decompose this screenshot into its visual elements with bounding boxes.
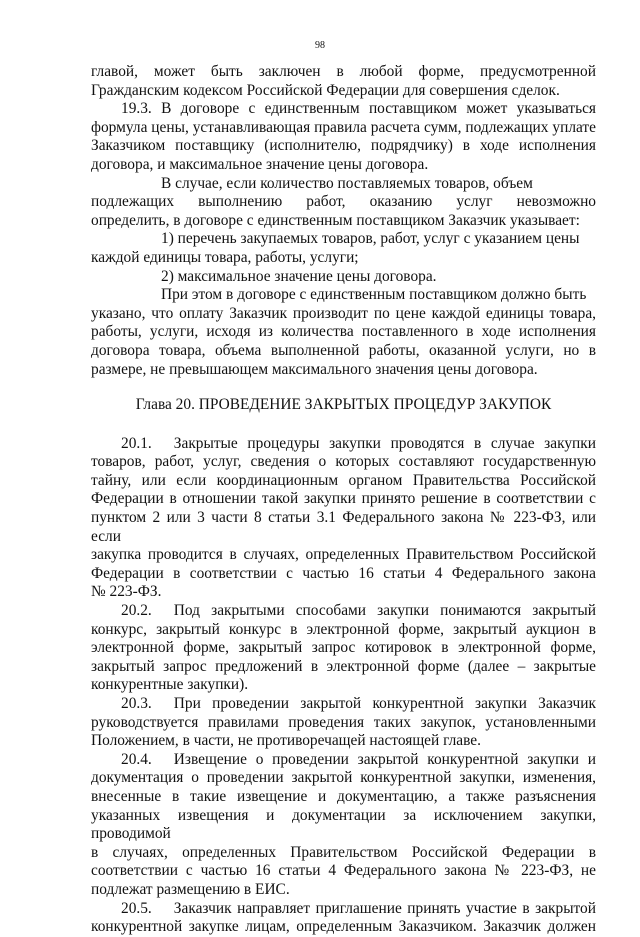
text-line: формула цены, устанавливающая правила расчета сумм, подлежащих уплате — [91, 118, 596, 136]
text-line: При этом в договоре с единственным поставщиком должно быть — [161, 286, 587, 304]
text-line: конкурентные закупки). — [91, 676, 249, 694]
section-20-3 — [91, 695, 596, 751]
text-line — [91, 435, 596, 454]
text-line: указано, что оплату Заказчик производит по цене каждой единицы товара, — [91, 304, 596, 322]
text-line: Федерации в отношении такой закупки принято решение в соответствии с — [91, 490, 596, 508]
section-number: 20.2. — [121, 602, 152, 620]
text-line: Гражданским кодексом Российской Федерации для совершения сделок. — [91, 81, 560, 99]
text-line: документация о проведении закрытой конкурентной закупки, изменения, — [91, 769, 596, 787]
text-line: 19.3. В договоре с единственным поставщиком может указываться — [121, 100, 596, 118]
text-line: В случае, если количество поставляемых товаров, объем — [161, 174, 533, 192]
text-line: определить, в договоре с единственным поставщиком Заказчик указывает: — [91, 211, 580, 229]
paragraph-19-3 — [91, 100, 596, 174]
text-line: подлежат размещению в ЕИС. — [91, 880, 290, 898]
text-line: Положением, в части, не противоречащей настоящей главе. — [91, 732, 481, 750]
text-line: закрытый запрос предложений в электронной форме (далее – закрытые — [91, 657, 596, 675]
text-line: Заказчиком поставщику (исполнителю, подрядчику) в ходе исполнения — [91, 137, 596, 155]
text-line — [91, 695, 596, 714]
text-line: пунктом 2 или 3 части 8 статьи 3.1 Федерального закона № 223-ФЗ, или если — [91, 509, 596, 545]
text-line: конкурс, закрытый конкурс в электронной форме, закрытый аукцион в — [91, 620, 596, 638]
section-20-2 — [91, 602, 596, 695]
text-line: № 223-ФЗ. — [91, 583, 162, 601]
section-20-1 — [91, 435, 596, 602]
text-line: главой, может быть заключен в любой форме, предусмотренной — [91, 63, 596, 80]
section-number: 20.1. — [121, 434, 152, 452]
text-line — [91, 900, 596, 919]
text-line: 2) максимальное значение цены договора. — [161, 267, 437, 285]
section-number: 20.3. — [121, 695, 152, 712]
page-body — [91, 63, 596, 937]
text-line: соответствии с частью 16 статьи 4 Федерального закона № 223-ФЗ, не — [91, 862, 596, 880]
text-line: товаров, работ, услуг, сведения о которых составляют государственную — [91, 453, 596, 471]
section-number: 20.4. — [121, 750, 152, 768]
section-text: При проведении закрытой конкурентной закупки Заказчик — [173, 695, 596, 712]
text-line: 1) перечень закупаемых товаров, работ, услуг с указанием цены — [161, 230, 580, 248]
page-number: 98 — [315, 40, 325, 51]
text-line — [91, 602, 596, 621]
text-line — [91, 751, 596, 770]
text-line: закупка проводится в случаях, определенных Правительством Российской — [91, 546, 596, 564]
paragraph — [91, 63, 596, 100]
section-20-5 — [91, 900, 596, 937]
section-20-4 — [91, 751, 596, 900]
section-number: 20.5. — [121, 899, 152, 917]
chapter-title: Глава 20. ПРОВЕДЕНИЕ ЗАКРЫТЫХ ПРОЦЕДУР ЗАКУПОК — [135, 396, 552, 414]
section-text: Заказчик направляет приглашение принять участие в закрытой — [173, 899, 596, 917]
text-line: конкурентной закупке лицам, определенным Заказчиком. Заказчик должен — [91, 918, 596, 936]
section-text: Извещение о проведении закрытой конкурентной закупки и — [173, 750, 596, 768]
text-line: внесенные в такие извещение и документацию, а также разъяснения — [91, 787, 596, 805]
text-line: в случаях, определенных Правительством Российской Федерации в — [91, 843, 596, 861]
text-line: Федерации в соответствии с частью 16 статьи 4 Федерального закона — [91, 564, 596, 582]
text-line: электронной форме, закрытый запрос котировок в электронной форме, — [91, 639, 596, 657]
text-line: каждой единицы товара, работы, услуги; — [91, 248, 359, 266]
section-text: Закрытые процедуры закупки проводятся в случае закупки — [173, 434, 596, 452]
text-line: размере, не превышающем максимального значения цены договора. — [91, 360, 538, 378]
text-line: подлежащих выполнению работ, оказанию услуг невозможно — [91, 193, 596, 211]
text-line: указанных извещения и документации за исключением закупки, проводимой — [91, 806, 596, 843]
text-line: договора, и максимальное значение цены договора. — [91, 155, 429, 173]
section-text: Под закрытыми способами закупки понимаются закрытый — [173, 602, 596, 620]
list-item — [91, 230, 596, 267]
paragraph — [91, 175, 596, 231]
list-item — [91, 268, 596, 287]
text-line: тайну, или если координационным органом Правительства Российской — [91, 471, 596, 489]
text-line: руководствуется правилами проведения таких закупок, установленными — [91, 713, 596, 731]
text-line: договора товара, объема выполненной работы, оказанной услуги, но в — [91, 341, 596, 359]
text-line: работы, услуги, исходя из количества поставленного в ходе исполнения — [91, 323, 596, 341]
paragraph — [91, 286, 596, 379]
